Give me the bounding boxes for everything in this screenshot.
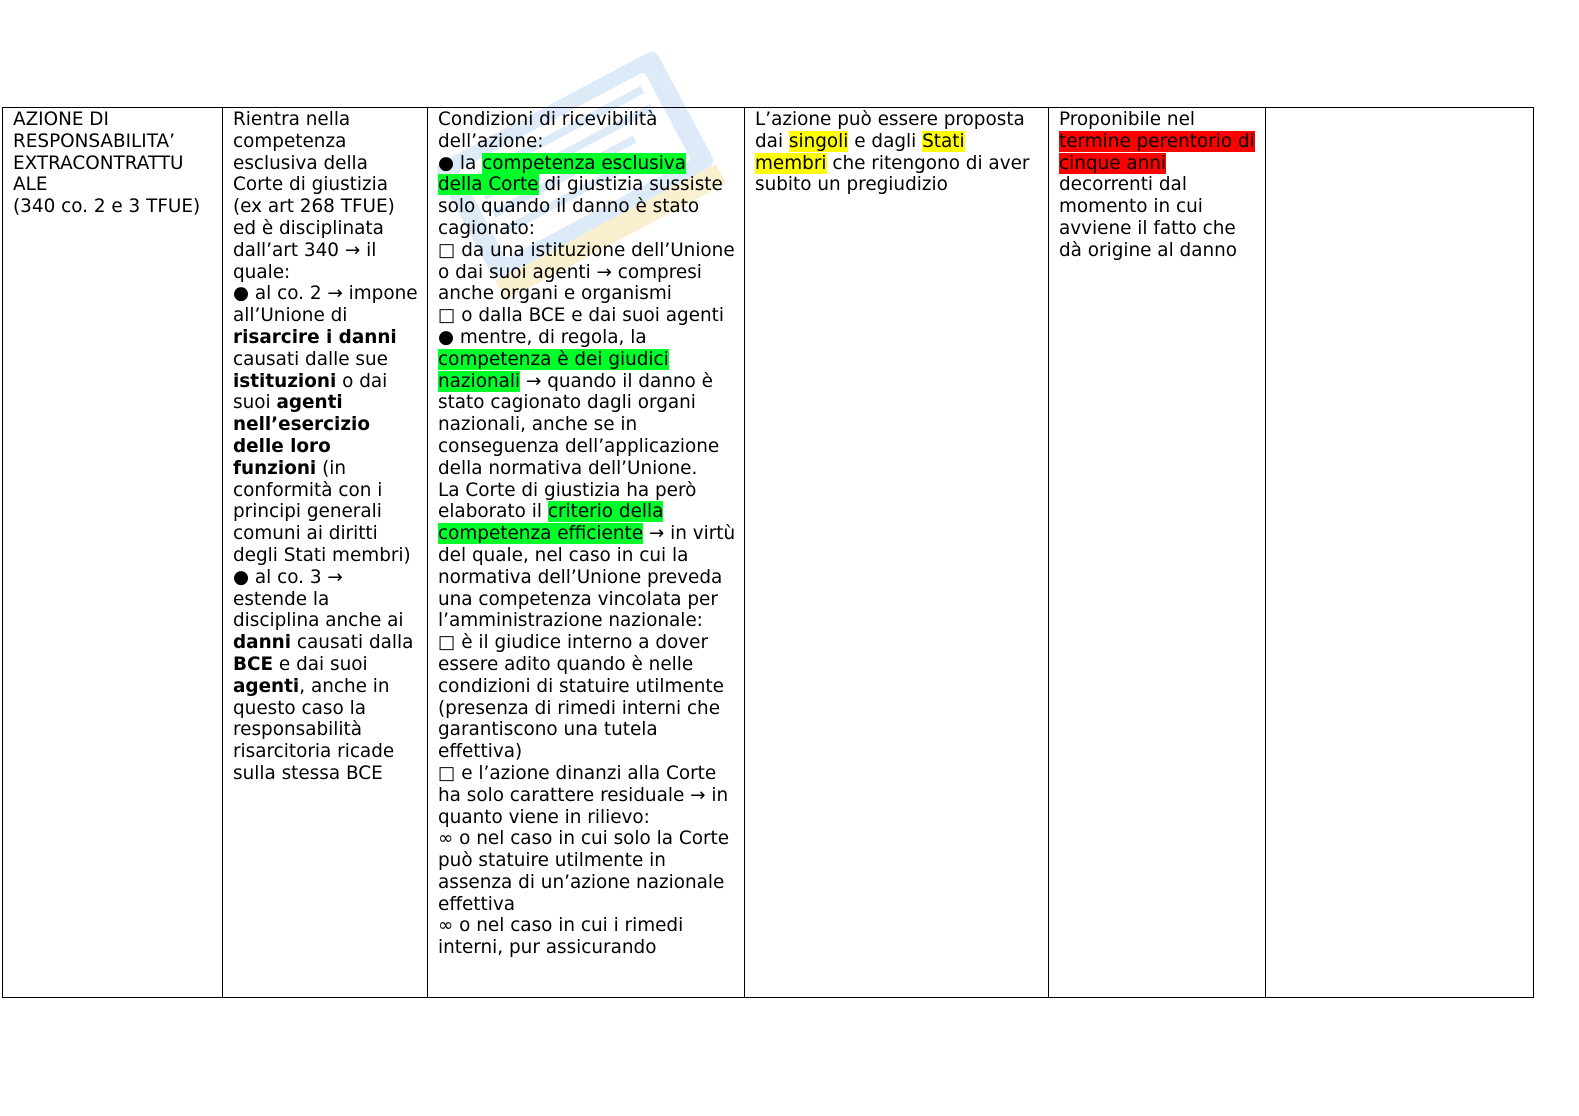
bullet-text: o dai suoi — [233, 370, 388, 414]
conditions-sub-internal-judge: □ è il giudice interno a dover essere adito quando è nelle condizioni di statuire utilmente (presenza di rimedi interni che garantiscono una tutela effettiva) — [438, 632, 724, 763]
term-text — [1059, 109, 1257, 262]
table-row — [3, 108, 1534, 998]
bullet-text: ● mentre, di regola, la — [438, 326, 647, 348]
conditions-criterion — [438, 480, 736, 633]
bold-text: risarcire i danni — [233, 326, 397, 348]
topic-cell — [3, 108, 223, 998]
paragraph-text: → in virtù del quale, nel caso in cui la normativa dell’Unione preveda una competenza vincolata per l’amministrazione nazionale: — [438, 523, 736, 632]
term-cell — [1049, 108, 1266, 998]
competence-intro: Rientra nella competenza esclusiva della Corte di giustizia (ex art 268 TFUE) ed è disciplinata dall’art 340 → il quale: — [233, 109, 395, 283]
green-highlight: competenza esclusiva della Corte — [438, 152, 686, 196]
bullet-text: , anche in questo caso la responsabilità risarcitoria ricade sulla stessa BCE — [233, 675, 395, 784]
bold-text: agenti nell’esercizio delle loro funzioni — [233, 392, 370, 479]
paragraph-text: e dagli — [848, 130, 923, 152]
green-highlight: criterio della competenza efficiente — [438, 501, 664, 545]
conditions-sub-institution: □ da una istituzione dell’Unione o dai suoi agenti → compresi anche organi e organismi — [438, 239, 735, 305]
conditions-sub-bce: □ o dalla BCE e dai suoi agenti — [438, 305, 724, 327]
competence-bullet-co2 — [233, 283, 419, 566]
green-highlight: competenza è dei giudici nazionali — [438, 348, 669, 392]
bold-text: BCE — [233, 653, 274, 675]
bold-text: agenti — [233, 675, 300, 697]
conditions-bullet-national — [438, 327, 736, 480]
bullet-text: (in conformità con i principi generali comuni ai diritti degli Stati membri) — [233, 457, 411, 566]
conditions-cell — [428, 108, 745, 998]
bullet-text: → quando il danno è stato cagionato dagli organi nazionali, anche se in conseguenza dell’applicazione della normativa dell’Unione. — [438, 370, 720, 479]
bullet-text: ● la — [438, 152, 483, 174]
bullet-text: e dai suoi — [273, 653, 368, 675]
bullet-text: ● al co. 3 → estende la disciplina anche ai — [233, 566, 404, 632]
conditions-case-1: ∞ o nel caso in cui solo la Corte può statuire utilmente in assenza di un’azione nazionale effettiva — [438, 828, 730, 915]
paragraph-text: L’azione può essere proposta dai — [755, 109, 1025, 152]
paragraph-text: La Corte di giustizia ha però elaborato il — [438, 479, 697, 523]
paragraph-text: decorrenti dal momento in cui avviene il fatto che dà origine al danno — [1059, 174, 1238, 261]
yellow-highlight: Stati membri — [755, 130, 965, 174]
legitimation-text — [755, 109, 1040, 196]
bold-text: istituzioni — [233, 370, 337, 392]
summary-table — [2, 107, 1534, 998]
topic-reference: (340 co. 2 e 3 TFUE) — [13, 196, 201, 218]
empty-cell — [1266, 108, 1534, 998]
red-highlight: termine perentorio di cinque anni — [1059, 130, 1255, 174]
paragraph-text: che ritengono di aver subito un pregiudizio — [755, 152, 1030, 196]
bullet-text: causati dalle sue — [233, 348, 388, 370]
yellow-highlight: singoli — [788, 130, 849, 152]
topic-title: AZIONE DI RESPONSABILITA’ EXTRACONTRATTU ALE — [13, 109, 184, 196]
conditions-sub-residual: □ e l’azione dinanzi alla Corte ha solo carattere residuale → in quanto viene in rilievo: — [438, 762, 729, 828]
conditions-bullet-exclusive — [438, 153, 736, 240]
legitimation-cell — [745, 108, 1049, 998]
bullet-text: ● al co. 2 → impone all’Unione di — [233, 283, 418, 327]
competence-bullet-co3 — [233, 567, 419, 785]
bold-text: danni — [233, 632, 292, 654]
conditions-intro: Condizioni di ricevibilità dell’azione: — [438, 109, 658, 152]
bullet-text: causati dalla — [291, 632, 414, 654]
conditions-case-2: ∞ o nel caso in cui i rimedi interni, pur assicurando — [438, 915, 684, 959]
bullet-text: di giustizia sussiste solo quando il danno è stato cagionato: — [438, 174, 723, 239]
competence-cell — [223, 108, 428, 998]
paragraph-text: Proponibile nel — [1059, 109, 1195, 130]
